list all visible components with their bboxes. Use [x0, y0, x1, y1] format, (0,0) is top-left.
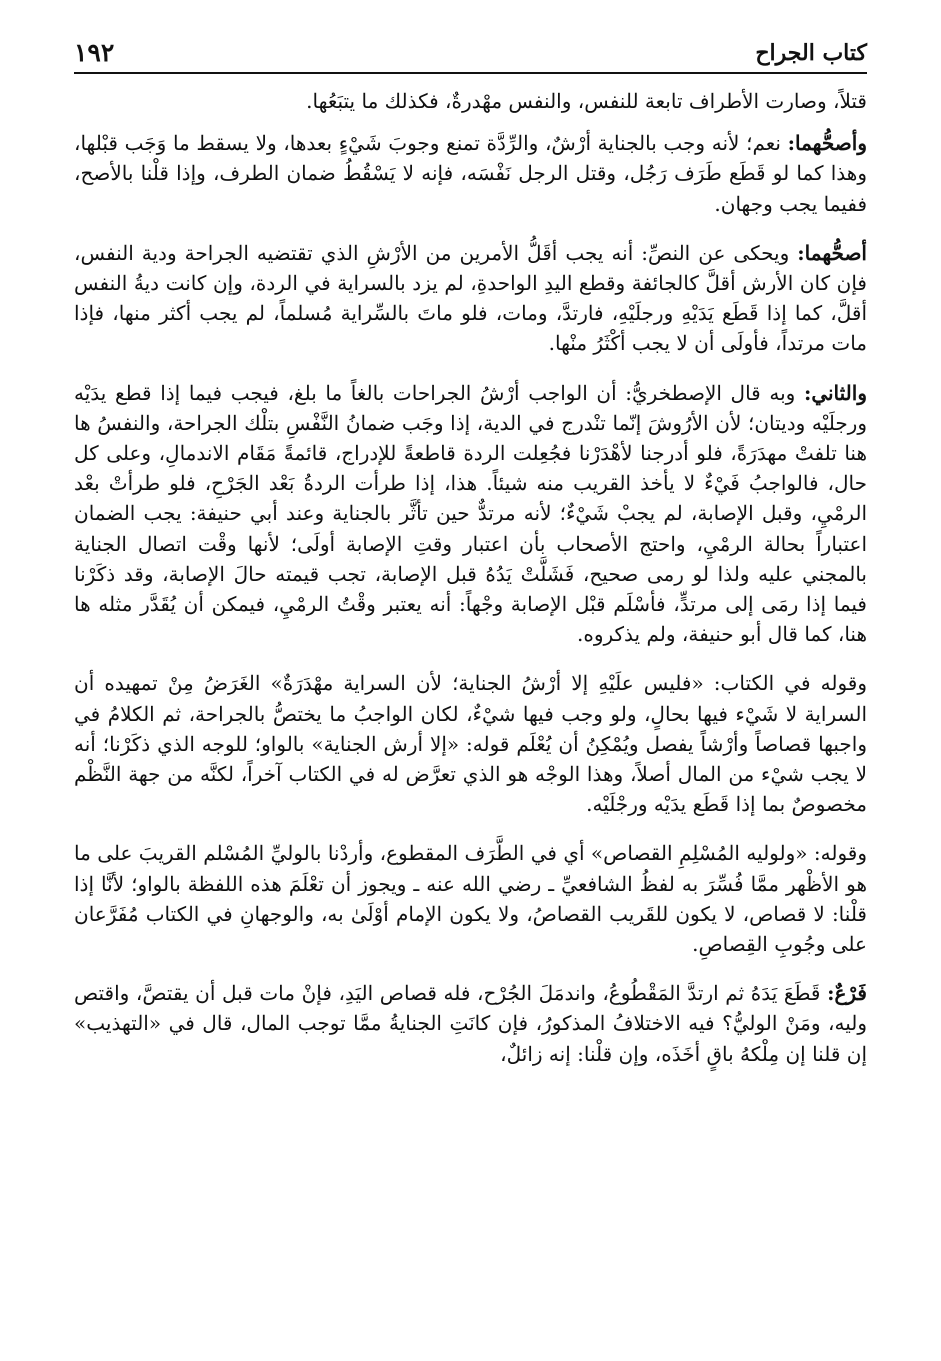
paragraph — [74, 128, 867, 219]
page-number: ١٩٢ — [74, 38, 115, 67]
page-header — [74, 36, 867, 70]
paragraph — [74, 978, 867, 1069]
paragraph-lead: فَرْعٌ: — [827, 981, 867, 1006]
paragraph-text: نعم؛ لأنه وجب بالجناية أرْشٌ، والرِّدَّة تمنع وجوبَ شَيْءٍ بعدها، ولا يسقط ما وَجَب قبْلها، وهذا كما لو قَطَع طَرَف رَجُل، وقتل الرجل نَفْسَه، فإنه لا يَسْقُطُ ضمان الطرف، وإذا قلْنا بالأصح، ففيما يجب وجهان. — [74, 131, 867, 216]
page-body — [74, 86, 867, 1088]
paragraph-text: وقوله في الكتاب: «فليس علَيْهِ إلا أرْشُ الجناية؛ لأن السراية مهْدَرَةٌ» الغَرَضُ مِنْ تمهيده أن السراية لا شَيْء فيها بحالٍ، ولو وجب فيها شيْءٌ، لكان الواجبُ ما يختصُّ بالجراحة، ثم الكلامُ في واجبها قصاصاً وأرْشاً يفصل ويُمْكِنُ أن يُعْلَم قوله: «إلا أرش الجناية» بالواو؛ للوجه الذي ذكَرْنا؛ أنه لا يجب شيْء من المال أصلاً، وهذا الوجْه هو الذي تعرَّض له في الكتاب آخراً، لكنَّه من جهة النَّظْم مخصوصٌ بما إذا قَطَع يدَيْه ورجْلَيْه. — [74, 671, 867, 817]
running-title: كتاب الجراح — [755, 40, 867, 66]
paragraph-text: وبه قال الإصطخريُّ: أن الواجب أرْشُ الجراحات بالغاً ما بلغ، فيجب فيما إذا قطع يدَيْه ورجلَيْه وديتان؛ لأن الأرُوشَ إنّما تنْدرج في الدية، إذا وجَب ضمانُ النَّفْسِ بتلْك الجراحة، والنفسُ ها هنا تلفتْ مهدَرَةً، فلو أدرجنا لأهْدَرْنا فجُعِلت الردة قاطعةً للإدراج، قائمةً مَقَام الاندمالِ، وعلى كل حال، فالواجبُ فَيْءٌ لا يأخذ القريب منه شيئاً. هذا، إذا طرأت الردةُ بَعْد الجَرْحِ، فلو طرأتْ بعْد الرمْيِ، وقبل الإصابة، لم يجبْ شَيْءٌ؛ لأنه مرتدٌّ حين تأثَّر بالجناية وعند أبي حنيفة: يجب الضمان اعتباراً بحالة الرمْيِ، واحتج الأصحاب بأن اعتبار وقتِ الإصابة أولَى؛ لأنها وقْت اتصال الجناية بالمجني عليه ولذا لو رمى صحيح، فَشَلَّتْ يَدُهُ قبل الإصابة، تجب قيمته حالَ الإصابة، وقد ذكَرْنا فيما إذا رمَى إلى مرتدٍّ، فأسْلَم قبْل الإصابة وجْهاً: أنه يعتبر وقْتُ الرمْيِ، فيمكن أن يُقَدَّر مثله ها هنا، كما قال أبو حنيفة، ولم يذكروه. — [74, 380, 867, 647]
paragraph-text: وقوله: «ولوليه المُسْلِمِ القصاص» أي في الطَّرَف المقطوع، وأردْنا بالوليِّ المُسْلم القريبَ على ما هو الأظْهر ممَّا فُسِّرَ به لفظُ الشافعيِّ ـ رضي الله عنه ـ ويجوز أن تعْلَمَ هذه اللفظة بالواو؛ لأنَّا إذا قلْنا: لا قصاص، لا يكون للقَريب القصاصُ، ولا يكون الإمام أوْلَىٰ به، والوجهانِ في الكتاب مُفَرَّعان على وجُوبِ القِصاصِ. — [74, 841, 867, 957]
paragraph-text: قتلاً، وصارت الأطراف تابعة للنفس، والنفس مهْدرةٌ، فكذلك ما يتبَعُها. — [306, 89, 867, 113]
paragraph — [74, 238, 867, 359]
paragraph — [74, 838, 867, 959]
header-rule — [74, 72, 867, 74]
paragraph-text: قَطَعَ يَدَهُ ثم ارتدَّ المَقْطُوعُ، واندمَلَ الجُرْح، فله قصاص اليَدِ، فإنْ مات قبل أن يقتصَّ، واقتص وليه، ومَنْ الوليُّ؟ فيه الاختلافُ المذكورُ، فإن كانَتِ الجنايةُ ممَّا توجب المال، قال في «التهذيب» إن قلنا إن مِلْكهُ باقٍ أخَذَه، وإن قلْنا: إنه زائلٌ، — [74, 981, 867, 1066]
paragraph — [74, 378, 867, 650]
paragraph-lead: أصحُّهما: — [797, 240, 867, 265]
paragraph — [74, 668, 867, 819]
paragraph-lead: والثاني: — [803, 380, 867, 405]
paragraph-lead: وأصحُّهما: — [787, 131, 867, 156]
paragraph-text: ويحكى عن النصِّ: أنه يجب أقَلُّ الأمرين من الأرْشِ الذي تقتضيه الجراحة ودية النفس، فإن كان الأرش أقلَّ كالجائفة وقطع اليدِ الواحدةِ، لم يزد بالسراية في الردة، وإن كانت ديةُ النفس أقلَّ، كما إذا قَطَع يَدَيْهِ ورجلَيْهِ، فارتدَّ، ومات، فلو ماتَ بالسِّراية مُسلماً، لم يجب أكثر منها، فإذا مات مرتداً، فأولَى أن لا يجب أكْثَرُ منْها. — [74, 240, 867, 356]
paragraph — [74, 86, 867, 116]
